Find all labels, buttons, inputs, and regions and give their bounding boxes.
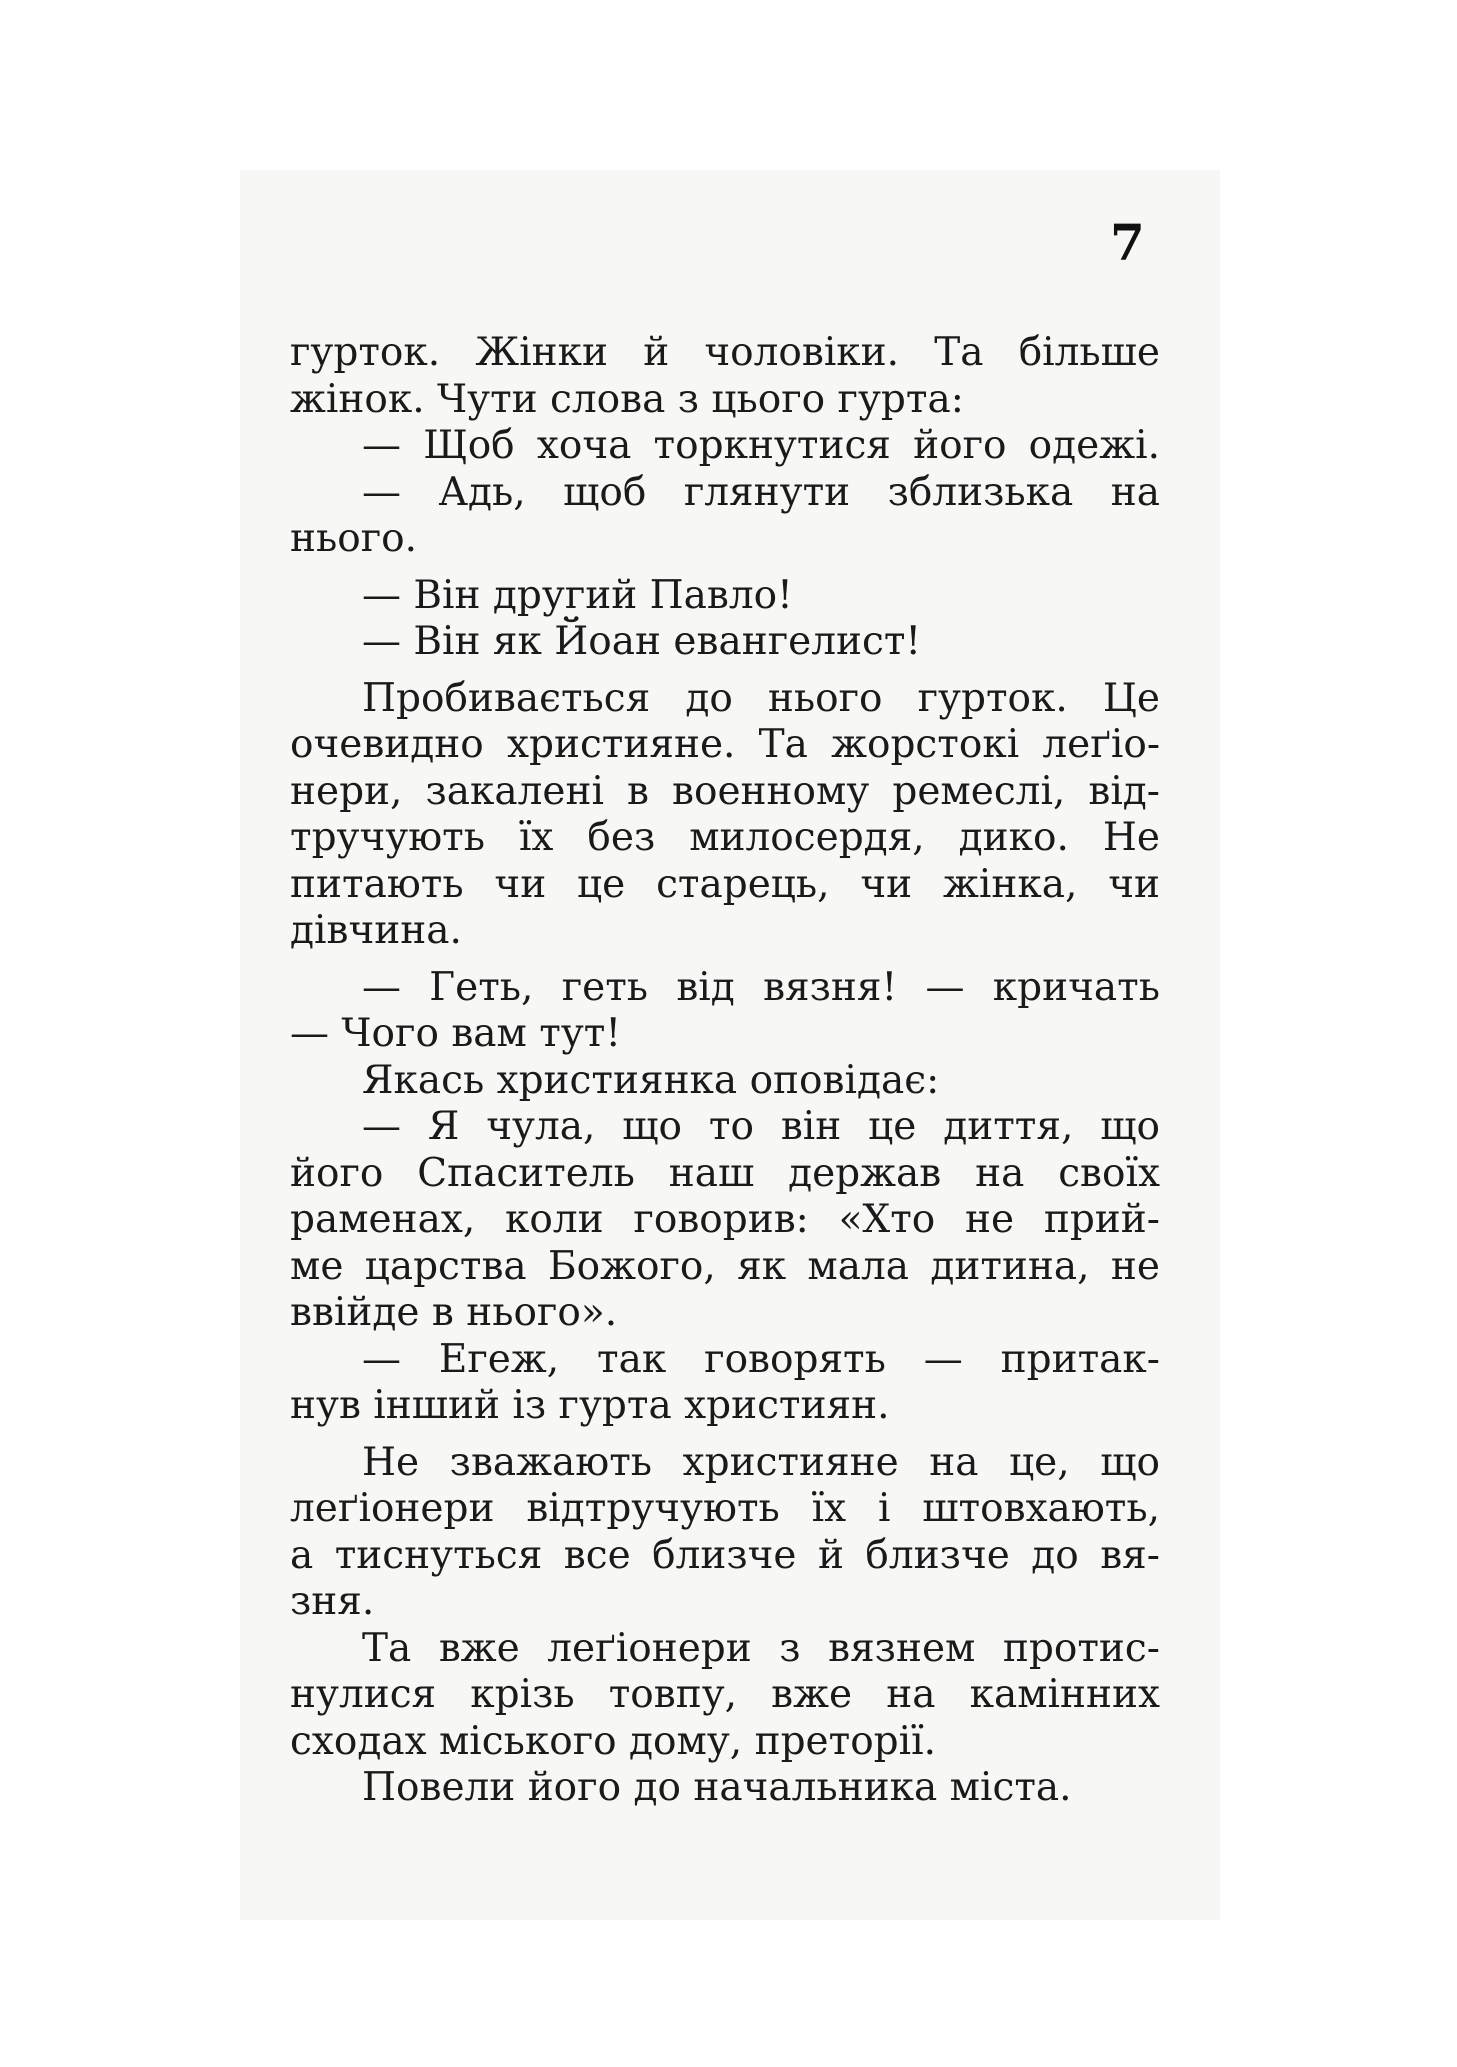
body-text xyxy=(290,330,1160,1812)
text-line: дівчина. xyxy=(290,908,462,953)
text-line: нього. xyxy=(290,516,418,561)
text-line: Пробивається до нього гурток. Це xyxy=(362,675,1160,721)
text-line: Якась християнка оповідає: xyxy=(362,1057,940,1103)
text-line: — Чого вам тут! xyxy=(290,1011,622,1056)
text-line: нув інший із гурта християн. xyxy=(290,1383,890,1428)
text-line: Не зважають християне на це, що xyxy=(362,1439,1160,1485)
text-line: нулися крізь товпу, вже на камінних xyxy=(290,1672,1160,1717)
text-line: — Егеж, так говорять — притак- xyxy=(362,1336,1160,1382)
page-number: 7 xyxy=(1110,213,1145,272)
text-line: леґіонери відтручують їх і штовхають, xyxy=(290,1486,1160,1531)
text-line: ме царства Божого, як мала дитина, не xyxy=(290,1243,1160,1289)
text-line: питають чи це старець, чи жінка, чи xyxy=(290,861,1160,907)
text-line: його Спаситель наш держав на своїх xyxy=(290,1150,1160,1196)
text-line: — Щоб хоча торкнутися його одежі. xyxy=(362,423,1160,468)
text-line: — Він другий Павло! xyxy=(362,572,793,618)
text-line: Та вже леґіонери з вязнем протис- xyxy=(362,1625,1160,1671)
text-line: зня. xyxy=(290,1579,375,1624)
text-line: — Геть, геть від вязня! — кричать xyxy=(362,964,1160,1010)
text-line: сходах міського дому, преторії. xyxy=(290,1718,936,1764)
text-line: — Я чула, що то він це диття, що xyxy=(362,1104,1160,1149)
text-line: — Адь, щоб глянути зблизька на xyxy=(362,469,1160,515)
text-line: — Він як Йоан евангелист! xyxy=(362,619,922,664)
text-line: а тиснуться все близче й близче до вя- xyxy=(290,1532,1160,1578)
text-line: раменах, коли говорив: «Хто не прий- xyxy=(290,1197,1160,1242)
text-line: жінок. Чути слова з цього гурта: xyxy=(290,376,964,422)
text-line: нери, закалені в военному ремеслі, від- xyxy=(290,768,1160,814)
text-line: тручують їх без милосердя, дико. Не xyxy=(290,815,1160,860)
text-line: гурток. Жінки й чоловіки. Та більше xyxy=(290,330,1160,375)
text-line: ввійде в нього». xyxy=(290,1290,618,1335)
text-line: Повели його до начальника міста. xyxy=(362,1765,1072,1810)
text-line: очевидно християне. Та жорстокі леґіо- xyxy=(290,722,1160,767)
